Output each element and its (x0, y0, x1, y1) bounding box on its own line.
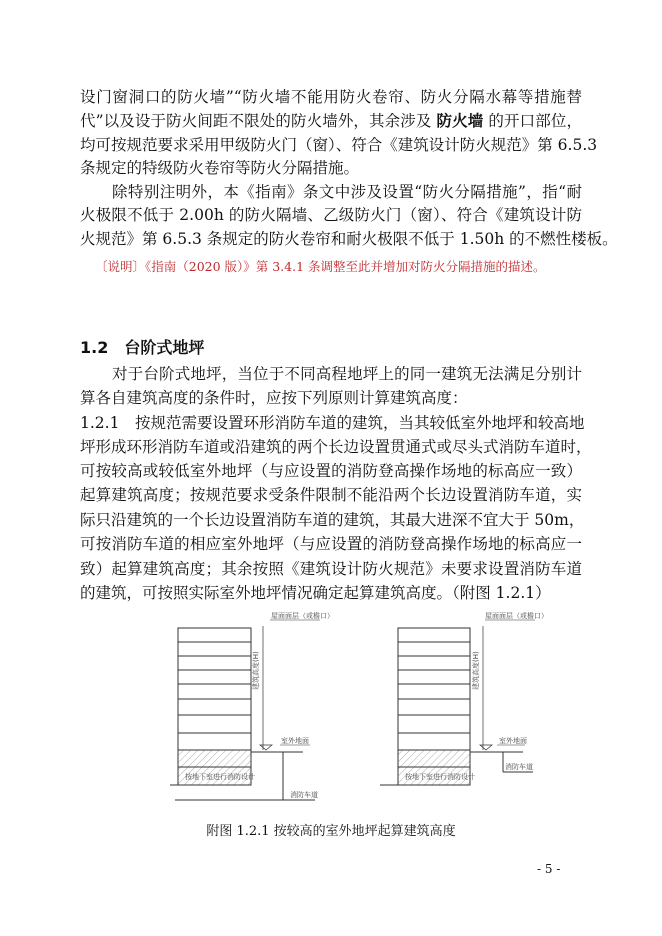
roof-label: 屋面面层（或檐口） (271, 612, 334, 620)
text-line: 际只沿建筑的一个长边设置消防车道的建筑，其最大进深不宜大于 50m， (80, 511, 585, 529)
height-label: 建筑高度(H) (252, 651, 260, 690)
text-line: 火极限不低于 2.00h 的防火隔墙、乙级防火门（窗）、符合《建筑设计防 (80, 206, 582, 224)
bold-term: 防火墙 (436, 111, 484, 130)
text-line: 坪形成环形消防车道或沿建筑的两个长边设置贯通式或尽头式消防车道时， (80, 438, 592, 456)
ground-label: 室外地面 (499, 737, 527, 745)
ground-label: 室外地面 (281, 737, 309, 745)
basement-label: 按地下室进行消防设计 (405, 773, 475, 781)
basement-label: 按地下室进行消防设计 (185, 773, 255, 781)
text-line: 除特别注明外，本《指南》条文中涉及设置“防火分隔措施”，指“耐 (112, 183, 582, 201)
explanation-note: 〔说明〕《指南（2020 版）》第 3.4.1 条调整至此并增加对防火分隔措施的描述。 (95, 259, 546, 274)
text-line: 设门窗洞口的防火墙”“防火墙不能用防火卷帘、防火分隔水幕等措施替 (80, 88, 582, 106)
section-heading: 1.2 台阶式地坪 (80, 338, 205, 357)
height-label: 建筑高度(H) (472, 651, 480, 690)
road-label: 消防车道 (290, 791, 318, 799)
text-span: 代”以及设于防火间距不限处的防火墙外，其余涉及 (80, 112, 437, 130)
text-line: 火规范》第 6.5.3 条规定的防火卷帘和耐火极限不低于 1.50h 的不燃性楼板。 (80, 230, 618, 248)
text-span: 的开口部位， (483, 112, 582, 130)
figure-caption: 附图 1.2.1 按较高的室外地坪起算建筑高度 (206, 824, 456, 839)
text-line: 1.2.1 按规范需要设置环形消防车道的建筑，当其较低室外地坪和较高地 (80, 414, 585, 432)
text-line: 算各自建筑高度的条件时，应按下列原则计算建筑高度： (80, 389, 468, 407)
roof-label: 屋面面层（或檐口） (485, 612, 548, 620)
text-line: 对于台阶式地坪，当位于不同高程地坪上的同一建筑无法满足分别计 (112, 365, 582, 383)
diagram-right (380, 620, 535, 785)
text-line: 的建筑，可按照实际室外地坪情况确定起算建筑高度。（附图 1.2.1） (80, 584, 551, 602)
text-line: 均可按规范要求采用甲级防火门（窗）、符合《建筑设计防火规范》第 6.5.3 (80, 136, 598, 154)
text-line: 致）起算建筑高度；其余按照《建筑设计防火规范》未要求设置消防车道 (80, 560, 582, 578)
text-line: 起算建筑高度；按规范要求受条件限制不能沿两个长边设置消防车道，实 (80, 486, 582, 504)
road-label: 消防车道 (505, 763, 533, 771)
text-line: 可按消防车道的相应室外地坪（与应设置的消防登高操作场地的标高应一 (80, 535, 582, 553)
text-line: 条规定的特级防火卷帘等防火分隔措施。 (80, 159, 360, 177)
text-line: 可按较高或较低室外地坪（与应设置的消防登高操作场地的标高应一致） (80, 462, 582, 480)
page-number: - 5 - (537, 862, 561, 876)
